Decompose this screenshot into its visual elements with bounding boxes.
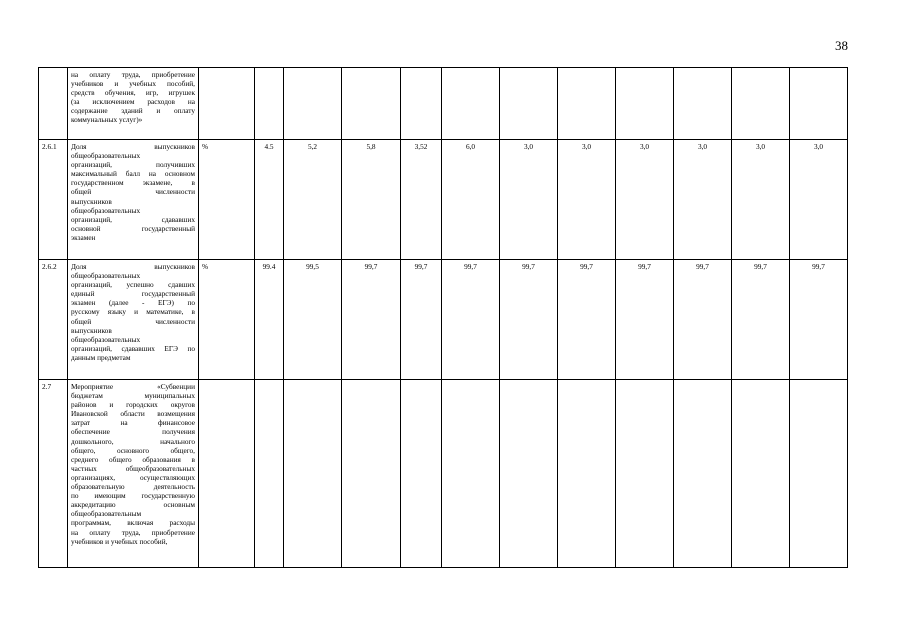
value-cell — [442, 68, 500, 140]
indicator-name-line: Ивановской области возмещения — [71, 409, 195, 419]
value-cell: 99,7 — [442, 260, 500, 380]
value-cell — [558, 380, 616, 568]
value-cell — [558, 68, 616, 140]
indicator-name-cell — [68, 68, 199, 140]
table-row — [39, 68, 848, 140]
indicator-name-line: общего, основного общего, — [71, 445, 195, 455]
value-cell: 99,7 — [616, 260, 674, 380]
indicator-name-line: выпускников — [71, 196, 112, 206]
indicator-name-line: Доля выпускников — [71, 142, 195, 151]
indicator-name-line: основной государственный — [71, 223, 195, 233]
indicator-name-line: организаций, успешно сдавших — [71, 280, 195, 290]
value-cell — [732, 380, 790, 568]
value-cell: 3,0 — [558, 140, 616, 260]
table-row — [39, 140, 848, 260]
value-cell — [674, 380, 732, 568]
table-row — [39, 380, 848, 568]
value-cell: 99,7 — [401, 260, 442, 380]
indicator-name-cell — [68, 380, 199, 568]
indicator-name-line: Доля выпускников — [71, 262, 195, 271]
indicator-name-line: средств обучения, игр, игрушек — [71, 88, 195, 98]
indicator-name-line: дошкольного, начального — [71, 436, 195, 446]
row-number-cell: 2.6.1 — [39, 140, 68, 260]
row-number-cell: 2.6.2 — [39, 260, 68, 380]
indicator-name-line: общей численности — [71, 316, 195, 326]
page-number: 38 — [835, 38, 848, 53]
value-cell: 5,2 — [284, 140, 342, 260]
value-cell: 3,0 — [732, 140, 790, 260]
indicator-name-line: аккредитацию основным — [71, 500, 195, 510]
value-cell — [284, 68, 342, 140]
value-cell — [500, 68, 558, 140]
indicator-name-line: учебников и учебных пособий, — [71, 536, 168, 546]
indicator-name-line: выпускников — [71, 325, 112, 335]
value-cell — [284, 380, 342, 568]
indicator-name-line: общеобразовательных — [71, 271, 141, 281]
value-cell: 3,52 — [401, 140, 442, 260]
value-cell — [255, 68, 284, 140]
unit-cell — [199, 68, 255, 140]
indicator-name-line: Мероприятие «Субвенции — [71, 382, 195, 391]
indicator-name-cell — [68, 140, 199, 260]
value-cell — [732, 68, 790, 140]
indicator-name-line: общеобразовательных — [71, 334, 141, 344]
indicator-name-line: организаций, сдававших — [71, 214, 195, 224]
indicator-name-line: организаций, сдававших ЕГЭ по — [71, 343, 195, 353]
value-cell — [342, 68, 401, 140]
value-cell: 99,7 — [342, 260, 401, 380]
indicator-name-line: затрат на финансовое — [71, 418, 195, 428]
indicator-name-line: бюджетам муниципальных — [71, 391, 195, 401]
indicators-table — [38, 67, 848, 568]
indicator-name-line: по имеющим государственную — [71, 491, 195, 501]
indicator-name-line: обеспечение получения — [71, 427, 195, 437]
indicator-name-line: образовательную деятельность — [71, 482, 195, 492]
indicator-name-line: экзамен — [71, 232, 96, 242]
indicator-name-line: общей численности — [71, 187, 195, 197]
table-row — [39, 260, 848, 380]
value-cell: 4.5 — [255, 140, 284, 260]
indicator-name-line: максимальный балл на основном — [71, 169, 195, 179]
unit-cell: % — [199, 140, 255, 260]
value-cell: 99,7 — [790, 260, 848, 380]
indicator-name-line: на оплату труда, приобретение — [71, 70, 195, 79]
value-cell: 6,0 — [442, 140, 500, 260]
value-cell — [790, 380, 848, 568]
value-cell — [500, 380, 558, 568]
value-cell: 3,0 — [500, 140, 558, 260]
value-cell: 99,7 — [500, 260, 558, 380]
indicator-name-line: на оплату труда, приобретение — [71, 527, 195, 537]
unit-cell: % — [199, 260, 255, 380]
indicator-name-line: единый государственный — [71, 289, 195, 299]
value-cell — [255, 380, 284, 568]
indicator-name-line: программам, включая расходы — [71, 518, 195, 528]
value-cell — [616, 380, 674, 568]
indicator-name-line: общеобразовательным — [71, 509, 142, 519]
value-cell: 99,7 — [558, 260, 616, 380]
value-cell — [401, 68, 442, 140]
indicator-name-line: районов и городских округов — [71, 400, 195, 410]
indicator-name-line: организаций, получивших — [71, 160, 195, 170]
indicator-name-line: государственном экзамене, в — [71, 178, 195, 188]
value-cell — [442, 380, 500, 568]
value-cell: 3,0 — [616, 140, 674, 260]
row-number-cell — [39, 68, 68, 140]
indicator-name-line: (за исключением расходов на — [71, 97, 195, 107]
indicator-name-line: содержание зданий и оплату — [71, 106, 195, 116]
indicator-name-line: организациях, осуществляющих — [71, 472, 195, 482]
indicator-name-line: русскому языку и математике, в — [71, 307, 195, 317]
value-cell: 3,0 — [674, 140, 732, 260]
indicator-name-line: данным предметам — [71, 352, 131, 362]
value-cell: 99,7 — [732, 260, 790, 380]
indicator-name-line: частных общеобразовательных — [71, 463, 195, 473]
value-cell — [342, 380, 401, 568]
indicator-name-line: учебников и учебных пособий, — [71, 79, 195, 89]
value-cell: 99,7 — [674, 260, 732, 380]
value-cell — [790, 68, 848, 140]
value-cell — [674, 68, 732, 140]
value-cell — [616, 68, 674, 140]
indicator-name-line: коммунальных услуг)» — [71, 115, 143, 125]
value-cell: 99.4 — [255, 260, 284, 380]
indicator-name-line: общеобразовательных — [71, 151, 141, 161]
value-cell: 5,8 — [342, 140, 401, 260]
value-cell: 99,5 — [284, 260, 342, 380]
unit-cell — [199, 380, 255, 568]
indicator-name-line: экзамен (далее - ЕГЭ) по — [71, 298, 195, 308]
value-cell: 3,0 — [790, 140, 848, 260]
value-cell — [401, 380, 442, 568]
row-number-cell: 2.7 — [39, 380, 68, 568]
indicator-name-line: общеобразовательных — [71, 205, 141, 215]
indicator-name-line: среднего общего образования в — [71, 454, 195, 464]
indicator-name-cell — [68, 260, 199, 380]
